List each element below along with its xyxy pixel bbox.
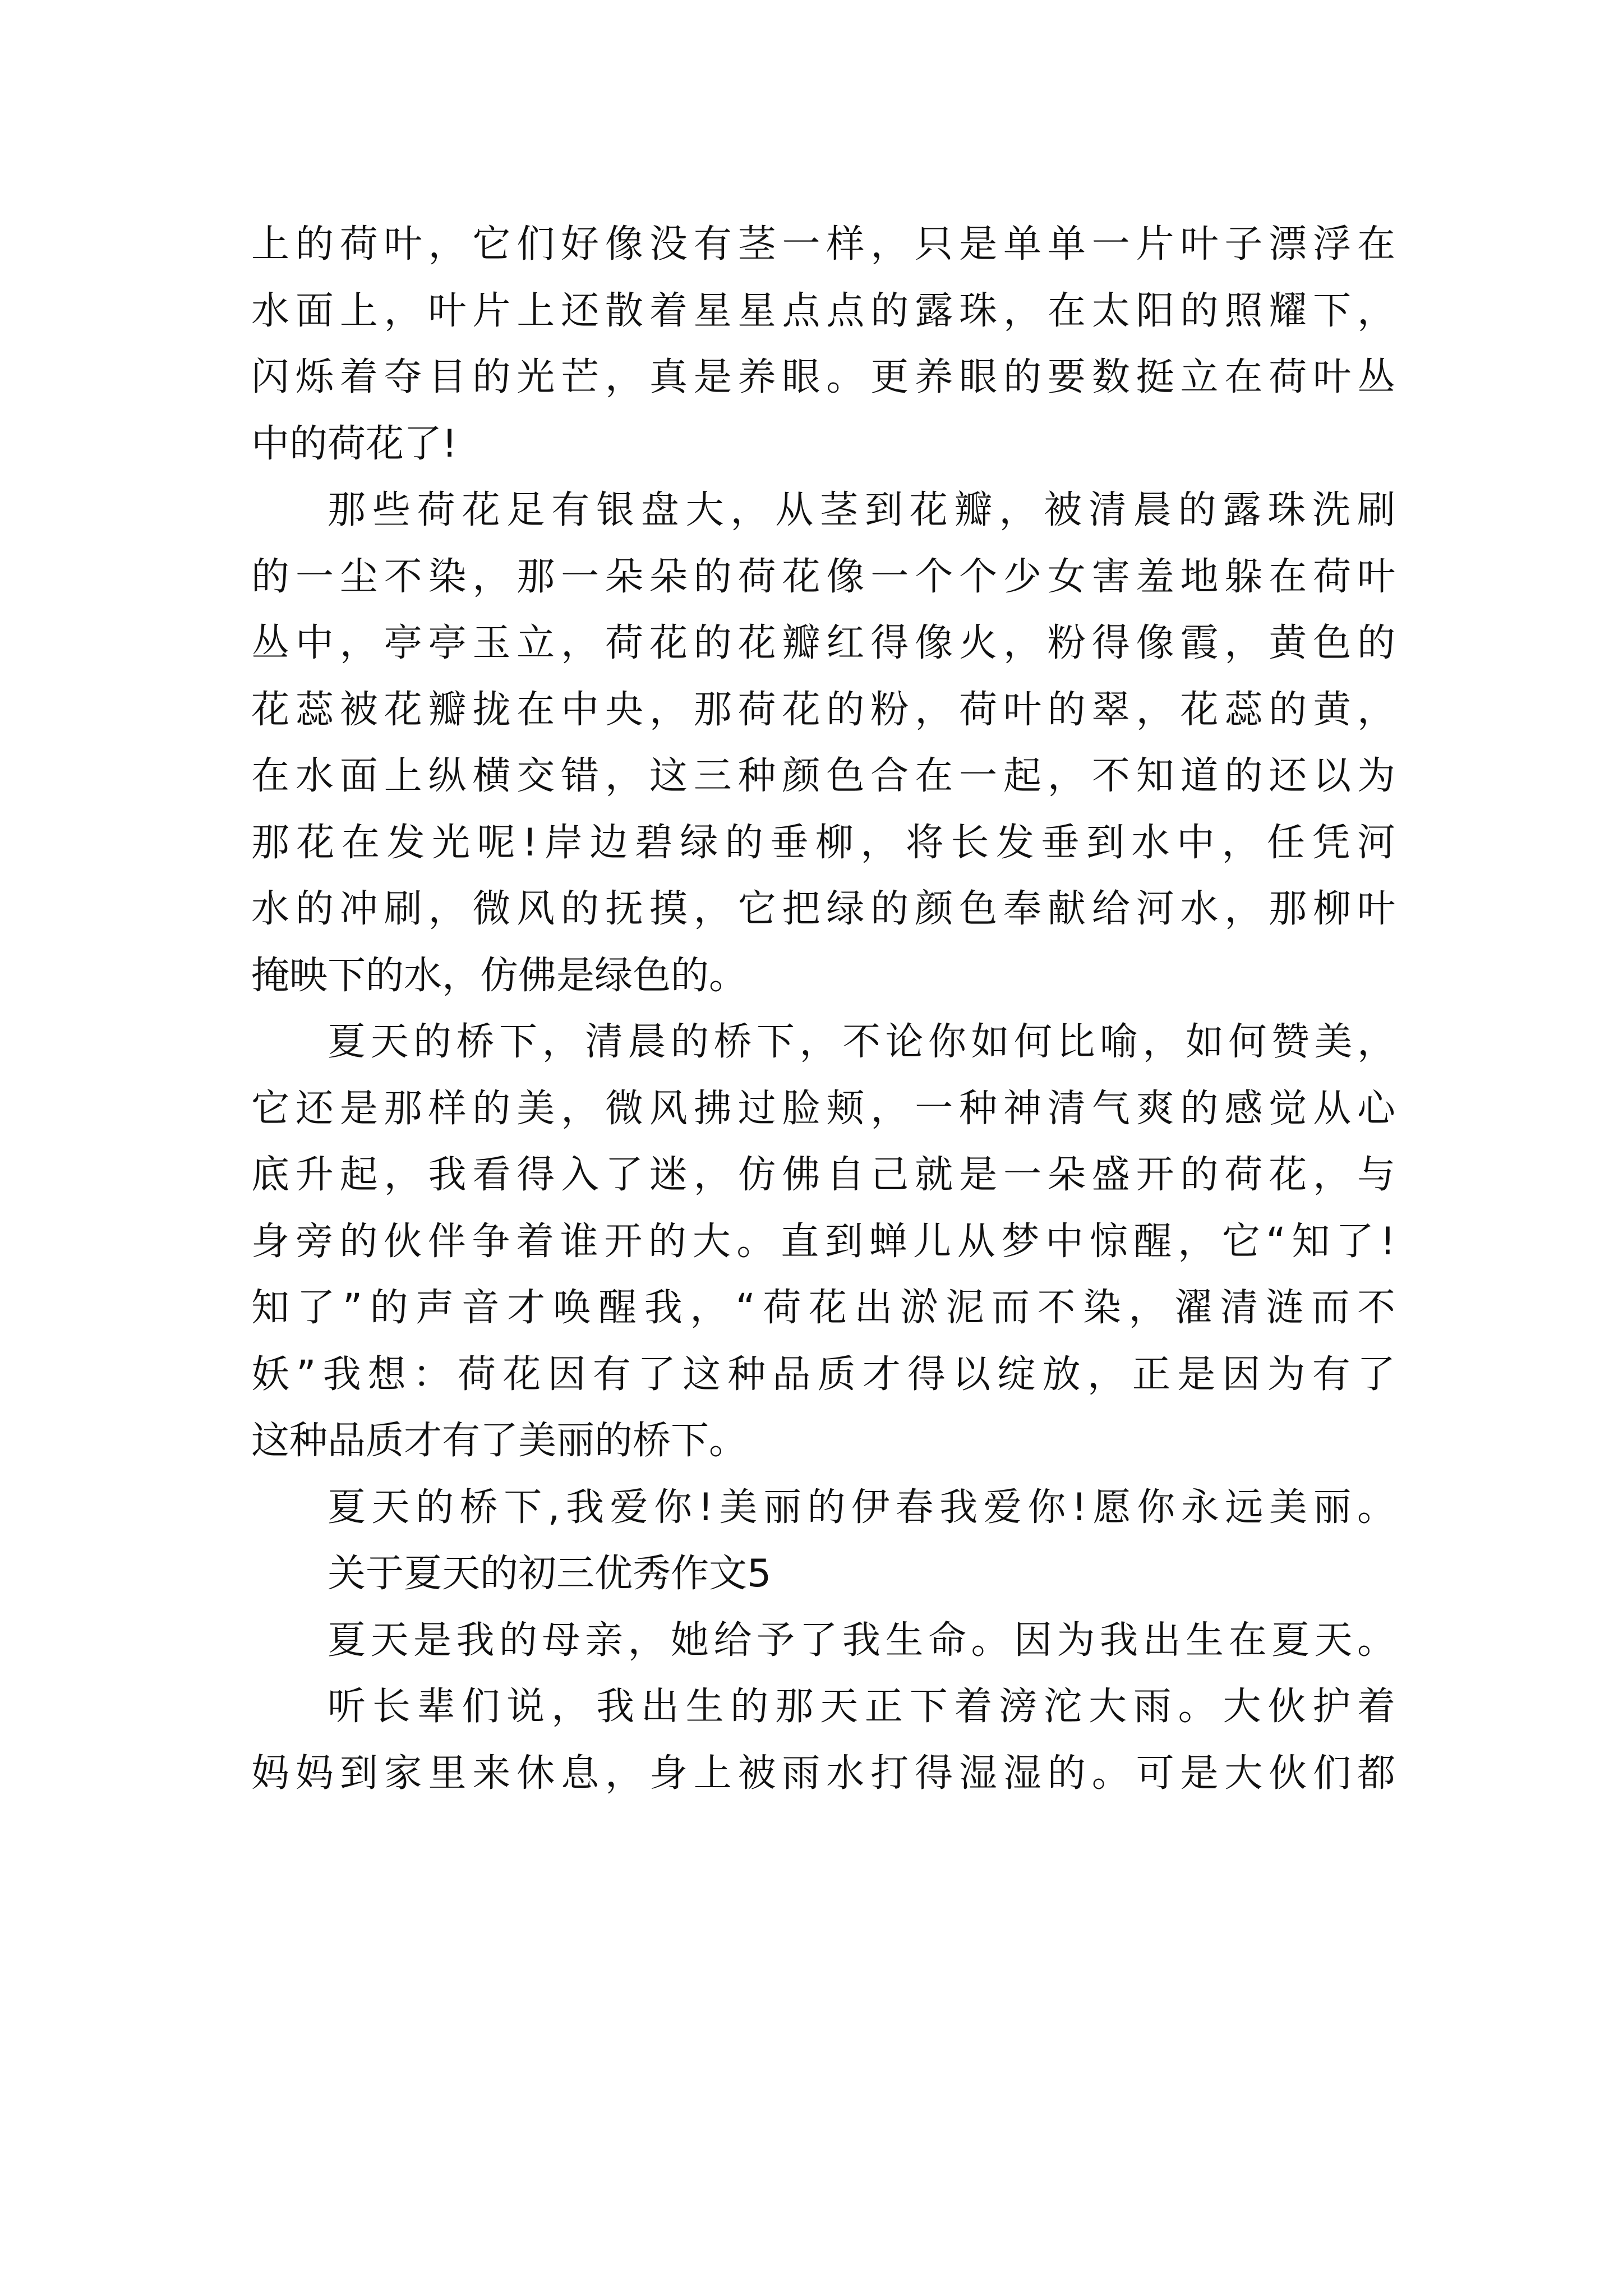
text-line: 妖”我想：荷花因有了这种品质才得以绽放，正是因为有了 bbox=[251, 1352, 1395, 1397]
text-line: 丛中，亭亭玉立，荷花的花瓣红得像火，粉得像霞，黄色的 bbox=[251, 621, 1395, 665]
paragraph-first-line: 夏天是我的母亲，她给予了我生命。因为我出生在夏天。 bbox=[328, 1618, 1395, 1663]
paragraph-first-line: 那些荷花足有银盘大，从茎到花瓣，被清晨的露珠洗刷 bbox=[328, 488, 1395, 532]
text-line: 闪烁着夺目的光芒，真是养眼。更养眼的要数挺立在荷叶丛 bbox=[251, 355, 1395, 399]
text-line: 底升起，我看得入了迷，仿佛自己就是一朵盛开的荷花，与 bbox=[251, 1153, 1395, 1197]
text-line: 的一尘不染，那一朵朵的荷花像一个个少女害羞地躲在荷叶 bbox=[251, 554, 1395, 599]
text-line: 水的冲刷，微风的抚摸，它把绿的颜色奉献给河水，那柳叶 bbox=[251, 887, 1395, 931]
text-line: 中的荷花了! bbox=[251, 421, 458, 466]
essay-body bbox=[251, 211, 1395, 1807]
text-line: 那花在发光呢!岸边碧绿的垂柳，将长发垂到水中，任凭河 bbox=[251, 820, 1395, 865]
text-line: 它还是那样的美，微风拂过脸颊，一种神清气爽的感觉从心 bbox=[251, 1086, 1395, 1131]
text-line: 在水面上纵横交错，这三种颜色合在一起，不知道的还以为 bbox=[251, 754, 1395, 798]
text-line: 这种品质才有了美丽的桥下。 bbox=[251, 1419, 748, 1463]
paragraph-first-line: 听长辈们说，我出生的那天正下着滂沱大雨。大伙护着 bbox=[328, 1685, 1395, 1729]
text-line: 知了”的声音才唤醒我，“荷花出淤泥而不染，濯清涟而不 bbox=[251, 1286, 1395, 1330]
section-heading: 关于夏天的初三优秀作文5 bbox=[328, 1552, 772, 1596]
paragraph-first-line: 夏天的桥下,我爱你!美丽的伊春我爱你!愿你永远美丽。 bbox=[328, 1485, 1395, 1530]
paragraph-first-line: 夏天的桥下，清晨的桥下，不论你如何比喻，如何赞美， bbox=[328, 1020, 1395, 1064]
text-line: 掩映下的水，仿佛是绿色的。 bbox=[251, 953, 748, 998]
text-line: 妈妈到家里来休息，身上被雨水打得湿湿的。可是大伙们都 bbox=[251, 1751, 1395, 1796]
text-line: 身旁的伙伴争着谁开的大。直到蝉儿从梦中惊醒，它“知了! bbox=[251, 1219, 1395, 1264]
text-line: 花蕊被花瓣拢在中央，那荷花的粉，荷叶的翠，花蕊的黄， bbox=[251, 687, 1395, 732]
text-line: 水面上，叶片上还散着星星点点的露珠，在太阳的照耀下， bbox=[251, 288, 1395, 333]
text-line: 上的荷叶，它们好像没有茎一样，只是单单一片叶子漂浮在 bbox=[251, 222, 1395, 266]
